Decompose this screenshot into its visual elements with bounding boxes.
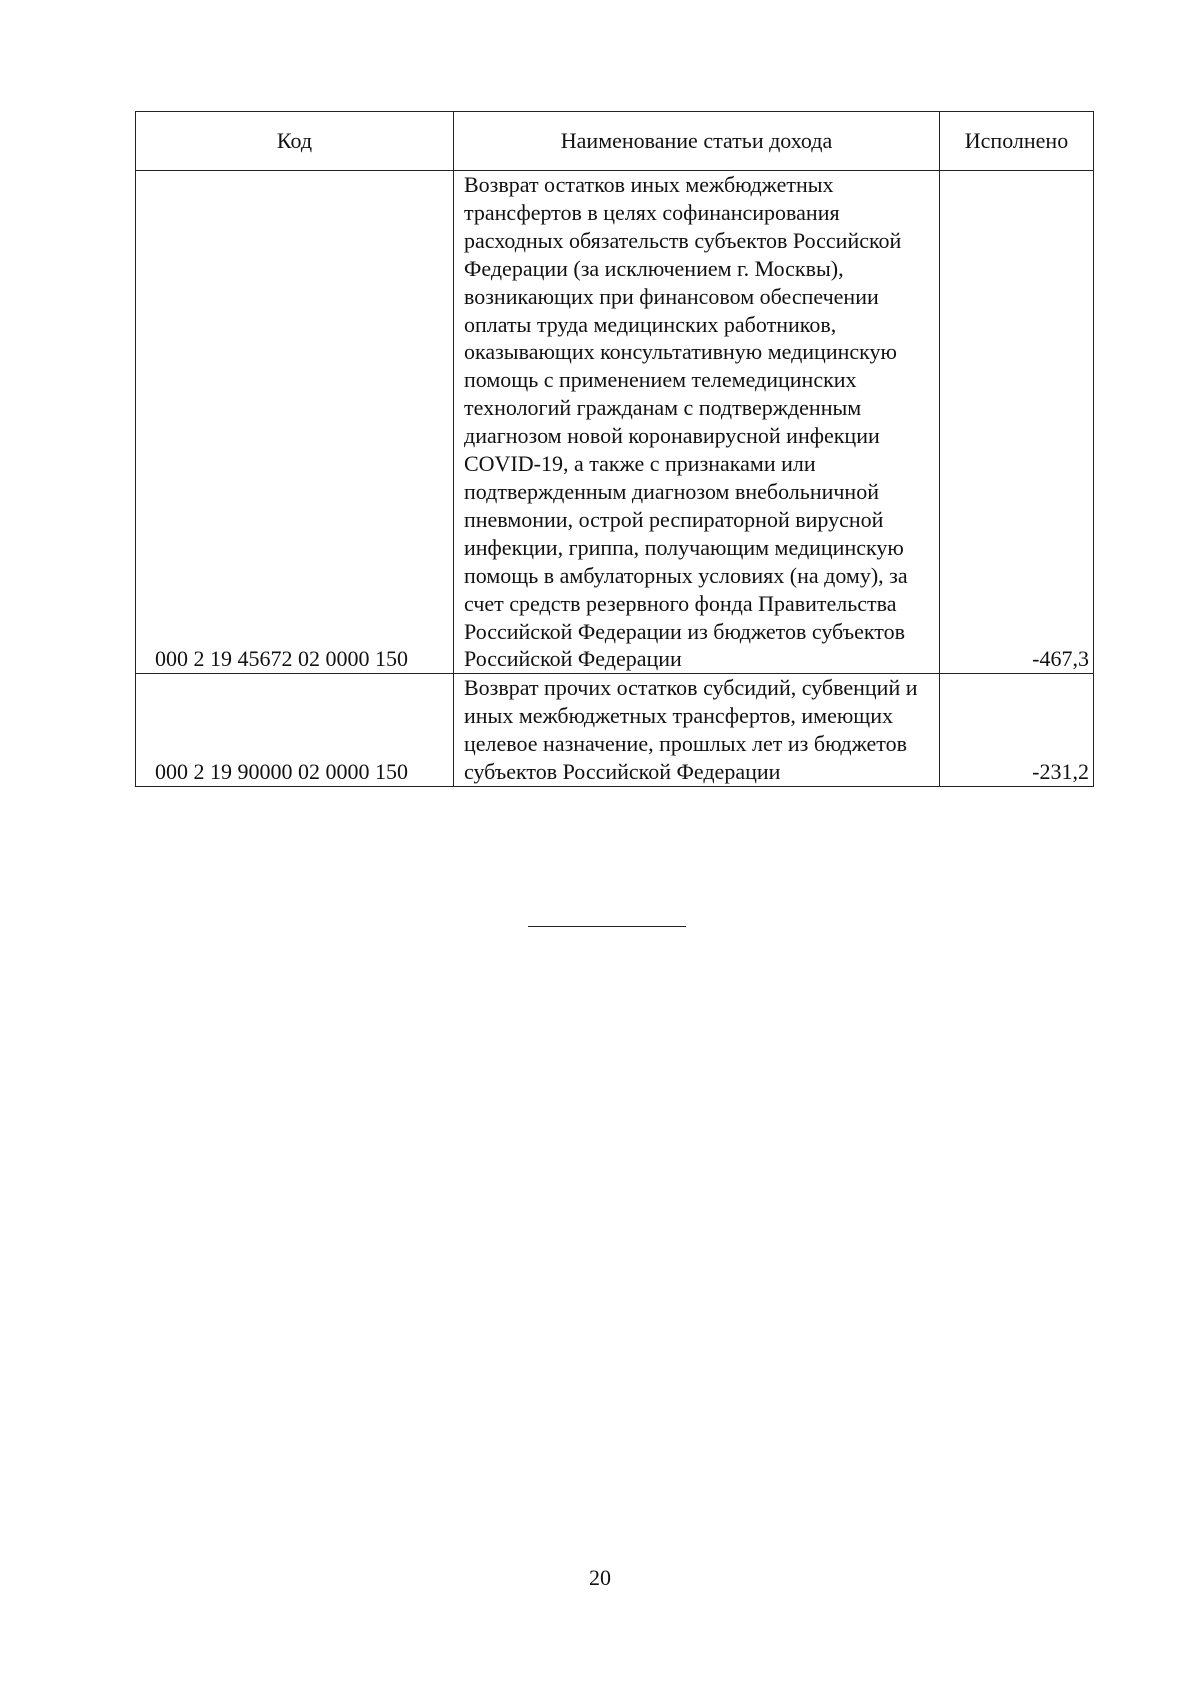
row-name: Возврат остатков иных межбюджетных трансфертов в целях софинансирования расходных обязательств субъектов Российской Федерации (за исключением г. Москвы), возникающих при финансовом обеспечении оплаты труда медицинских работников, оказывающих консультативную медицинскую помощь с применением телемедицинских технологий гражданам с подтвержденным диагнозом новой коронавирусной инфекции COVID-19, а также с признаками или подтвержденным диагнозом внебольничной пневмонии, острой респираторной вирусной инфекции, гриппа, получающим медицинскую помощь в амбулаторных условиях (на дому), за счет средств резервного фонда Правительства Российской Федерации из бюджетов субъектов Российской Федерации bbox=[454, 171, 940, 674]
revenue-table bbox=[135, 111, 1094, 787]
row-executed: -467,3 bbox=[940, 171, 1094, 674]
row-executed: -231,2 bbox=[940, 674, 1094, 787]
page-number: 20 bbox=[589, 1565, 611, 1590]
table-row bbox=[136, 171, 1094, 674]
header-code: Код bbox=[136, 112, 454, 171]
header-executed: Исполнено bbox=[940, 112, 1094, 171]
row-name: Возврат прочих остатков субсидий, субвенций и иных межбюджетных трансфертов, имеющих целевое назначение, прошлых лет из бюджетов субъектов Российской Федерации bbox=[454, 674, 940, 787]
table-header-row bbox=[136, 112, 1094, 171]
end-of-section-rule bbox=[528, 926, 686, 927]
header-name: Наименование статьи дохода bbox=[454, 112, 940, 171]
row-code: 000 2 19 45672 02 0000 150 bbox=[136, 171, 454, 674]
table-row bbox=[136, 674, 1094, 787]
row-code: 000 2 19 90000 02 0000 150 bbox=[136, 674, 454, 787]
